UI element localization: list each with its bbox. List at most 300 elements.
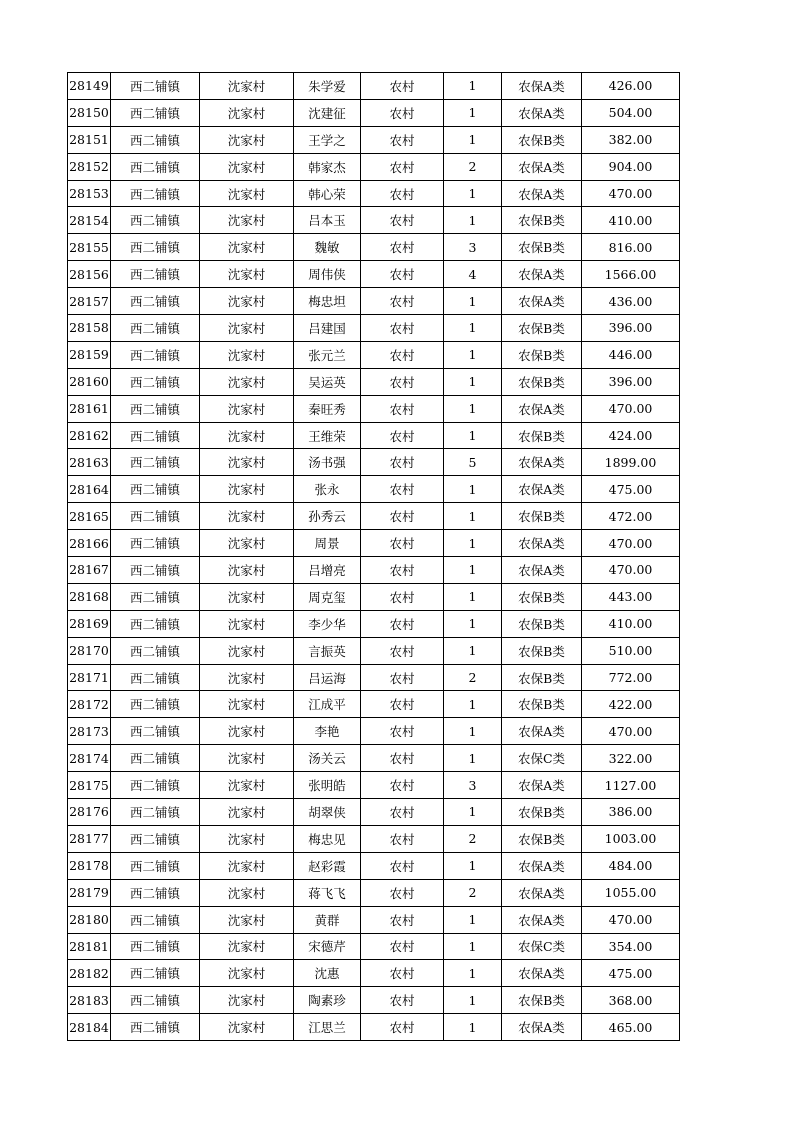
- cell-village: 沈家村: [200, 960, 294, 987]
- table-row: [68, 664, 680, 691]
- cell-name: 胡翠侠: [294, 799, 361, 826]
- cell-person-count: 3: [444, 772, 502, 799]
- cell-amount: 354.00: [582, 933, 680, 960]
- cell-person-count: 1: [444, 745, 502, 772]
- cell-village: 沈家村: [200, 825, 294, 852]
- cell-insurance-category: 农保A类: [502, 449, 582, 476]
- table-row: [68, 126, 680, 153]
- cell-amount: 470.00: [582, 395, 680, 422]
- cell-township: 西二铺镇: [111, 960, 200, 987]
- cell-name: 李少华: [294, 610, 361, 637]
- cell-record-id: 28184: [68, 1014, 111, 1041]
- cell-household-type: 农村: [361, 341, 444, 368]
- table-row: [68, 395, 680, 422]
- cell-person-count: 1: [444, 288, 502, 315]
- cell-insurance-category: 农保A类: [502, 180, 582, 207]
- cell-person-count: 1: [444, 718, 502, 745]
- cell-insurance-category: 农保A类: [502, 476, 582, 503]
- cell-person-count: 1: [444, 503, 502, 530]
- cell-name: 梅忠见: [294, 825, 361, 852]
- cell-person-count: 2: [444, 664, 502, 691]
- cell-name: 张元兰: [294, 341, 361, 368]
- cell-insurance-category: 农保B类: [502, 315, 582, 342]
- cell-name: 黄群: [294, 906, 361, 933]
- cell-name: 周伟侠: [294, 261, 361, 288]
- cell-township: 西二铺镇: [111, 799, 200, 826]
- table-row: [68, 288, 680, 315]
- cell-name: 梅忠坦: [294, 288, 361, 315]
- cell-village: 沈家村: [200, 422, 294, 449]
- cell-insurance-category: 农保A类: [502, 288, 582, 315]
- cell-household-type: 农村: [361, 718, 444, 745]
- cell-amount: 504.00: [582, 99, 680, 126]
- cell-name: 魏敏: [294, 234, 361, 261]
- cell-person-count: 1: [444, 610, 502, 637]
- cell-person-count: 5: [444, 449, 502, 476]
- table-row: [68, 449, 680, 476]
- cell-amount: 1055.00: [582, 879, 680, 906]
- cell-name: 陶素珍: [294, 987, 361, 1014]
- cell-amount: 1899.00: [582, 449, 680, 476]
- cell-household-type: 农村: [361, 180, 444, 207]
- cell-name: 朱学爱: [294, 73, 361, 100]
- table-row: [68, 987, 680, 1014]
- cell-name: 王维荣: [294, 422, 361, 449]
- table-row: [68, 207, 680, 234]
- cell-name: 沈建征: [294, 99, 361, 126]
- cell-amount: 424.00: [582, 422, 680, 449]
- cell-amount: 465.00: [582, 1014, 680, 1041]
- cell-person-count: 2: [444, 153, 502, 180]
- cell-amount: 446.00: [582, 341, 680, 368]
- cell-person-count: 2: [444, 825, 502, 852]
- cell-household-type: 农村: [361, 664, 444, 691]
- cell-record-id: 28174: [68, 745, 111, 772]
- cell-person-count: 1: [444, 422, 502, 449]
- cell-township: 西二铺镇: [111, 207, 200, 234]
- cell-person-count: 1: [444, 180, 502, 207]
- cell-township: 西二铺镇: [111, 557, 200, 584]
- table-row: [68, 718, 680, 745]
- cell-village: 沈家村: [200, 906, 294, 933]
- cell-amount: 410.00: [582, 207, 680, 234]
- cell-household-type: 农村: [361, 745, 444, 772]
- cell-household-type: 农村: [361, 234, 444, 261]
- cell-amount: 816.00: [582, 234, 680, 261]
- table-row: [68, 745, 680, 772]
- cell-record-id: 28154: [68, 207, 111, 234]
- cell-household-type: 农村: [361, 207, 444, 234]
- cell-insurance-category: 农保B类: [502, 422, 582, 449]
- cell-village: 沈家村: [200, 799, 294, 826]
- table-row: [68, 772, 680, 799]
- cell-village: 沈家村: [200, 718, 294, 745]
- cell-record-id: 28179: [68, 879, 111, 906]
- cell-amount: 772.00: [582, 664, 680, 691]
- table-row: [68, 261, 680, 288]
- cell-name: 江成平: [294, 691, 361, 718]
- table-row: [68, 73, 680, 100]
- cell-name: 吕建国: [294, 315, 361, 342]
- table-row: [68, 1014, 680, 1041]
- cell-record-id: 28150: [68, 99, 111, 126]
- cell-record-id: 28175: [68, 772, 111, 799]
- cell-record-id: 28155: [68, 234, 111, 261]
- cell-record-id: 28164: [68, 476, 111, 503]
- cell-village: 沈家村: [200, 207, 294, 234]
- cell-record-id: 28180: [68, 906, 111, 933]
- cell-village: 沈家村: [200, 288, 294, 315]
- cell-insurance-category: 农保A类: [502, 772, 582, 799]
- cell-household-type: 农村: [361, 772, 444, 799]
- cell-township: 西二铺镇: [111, 234, 200, 261]
- cell-township: 西二铺镇: [111, 1014, 200, 1041]
- cell-township: 西二铺镇: [111, 73, 200, 100]
- cell-record-id: 28176: [68, 799, 111, 826]
- cell-record-id: 28161: [68, 395, 111, 422]
- cell-household-type: 农村: [361, 583, 444, 610]
- table-row: [68, 341, 680, 368]
- cell-village: 沈家村: [200, 503, 294, 530]
- cell-village: 沈家村: [200, 745, 294, 772]
- cell-village: 沈家村: [200, 126, 294, 153]
- cell-household-type: 农村: [361, 503, 444, 530]
- cell-person-count: 1: [444, 315, 502, 342]
- cell-household-type: 农村: [361, 610, 444, 637]
- table-row: [68, 691, 680, 718]
- cell-insurance-category: 农保B类: [502, 126, 582, 153]
- cell-person-count: 1: [444, 691, 502, 718]
- cell-village: 沈家村: [200, 557, 294, 584]
- cell-record-id: 28153: [68, 180, 111, 207]
- cell-person-count: 1: [444, 906, 502, 933]
- data-table: [67, 72, 680, 1041]
- cell-amount: 470.00: [582, 906, 680, 933]
- cell-amount: 475.00: [582, 960, 680, 987]
- cell-township: 西二铺镇: [111, 153, 200, 180]
- cell-amount: 1566.00: [582, 261, 680, 288]
- cell-name: 周景: [294, 530, 361, 557]
- cell-person-count: 1: [444, 1014, 502, 1041]
- cell-person-count: 3: [444, 234, 502, 261]
- cell-township: 西二铺镇: [111, 637, 200, 664]
- cell-household-type: 农村: [361, 530, 444, 557]
- cell-insurance-category: 农保B类: [502, 234, 582, 261]
- cell-village: 沈家村: [200, 449, 294, 476]
- cell-township: 西二铺镇: [111, 933, 200, 960]
- cell-village: 沈家村: [200, 476, 294, 503]
- cell-insurance-category: 农保B类: [502, 691, 582, 718]
- cell-amount: 904.00: [582, 153, 680, 180]
- cell-township: 西二铺镇: [111, 99, 200, 126]
- cell-village: 沈家村: [200, 933, 294, 960]
- cell-record-id: 28183: [68, 987, 111, 1014]
- cell-record-id: 28162: [68, 422, 111, 449]
- cell-village: 沈家村: [200, 180, 294, 207]
- cell-village: 沈家村: [200, 664, 294, 691]
- cell-village: 沈家村: [200, 368, 294, 395]
- cell-person-count: 1: [444, 637, 502, 664]
- cell-household-type: 农村: [361, 879, 444, 906]
- table-row: [68, 234, 680, 261]
- cell-insurance-category: 农保A类: [502, 153, 582, 180]
- cell-record-id: 28160: [68, 368, 111, 395]
- cell-record-id: 28166: [68, 530, 111, 557]
- cell-record-id: 28171: [68, 664, 111, 691]
- cell-township: 西二铺镇: [111, 476, 200, 503]
- cell-insurance-category: 农保B类: [502, 799, 582, 826]
- cell-record-id: 28165: [68, 503, 111, 530]
- cell-person-count: 1: [444, 73, 502, 100]
- cell-village: 沈家村: [200, 99, 294, 126]
- cell-amount: 470.00: [582, 718, 680, 745]
- cell-record-id: 28182: [68, 960, 111, 987]
- cell-village: 沈家村: [200, 637, 294, 664]
- cell-household-type: 农村: [361, 153, 444, 180]
- table-row: [68, 368, 680, 395]
- cell-insurance-category: 农保B类: [502, 503, 582, 530]
- cell-township: 西二铺镇: [111, 422, 200, 449]
- cell-name: 宋德芹: [294, 933, 361, 960]
- cell-amount: 470.00: [582, 180, 680, 207]
- cell-village: 沈家村: [200, 530, 294, 557]
- cell-village: 沈家村: [200, 772, 294, 799]
- cell-person-count: 1: [444, 207, 502, 234]
- cell-township: 西二铺镇: [111, 691, 200, 718]
- cell-household-type: 农村: [361, 1014, 444, 1041]
- cell-record-id: 28157: [68, 288, 111, 315]
- cell-household-type: 农村: [361, 637, 444, 664]
- table-row: [68, 422, 680, 449]
- table-row: [68, 153, 680, 180]
- cell-insurance-category: 农保A类: [502, 960, 582, 987]
- cell-amount: 1127.00: [582, 772, 680, 799]
- cell-household-type: 农村: [361, 126, 444, 153]
- cell-name: 吕本玉: [294, 207, 361, 234]
- cell-township: 西二铺镇: [111, 852, 200, 879]
- cell-township: 西二铺镇: [111, 395, 200, 422]
- table-row: [68, 503, 680, 530]
- cell-household-type: 农村: [361, 987, 444, 1014]
- cell-household-type: 农村: [361, 799, 444, 826]
- table-row: [68, 906, 680, 933]
- cell-township: 西二铺镇: [111, 503, 200, 530]
- cell-amount: 443.00: [582, 583, 680, 610]
- cell-household-type: 农村: [361, 476, 444, 503]
- cell-person-count: 2: [444, 879, 502, 906]
- cell-insurance-category: 农保B类: [502, 207, 582, 234]
- cell-insurance-category: 农保A类: [502, 906, 582, 933]
- cell-insurance-category: 农保A类: [502, 879, 582, 906]
- table-row: [68, 180, 680, 207]
- cell-township: 西二铺镇: [111, 583, 200, 610]
- cell-name: 汤关云: [294, 745, 361, 772]
- cell-household-type: 农村: [361, 906, 444, 933]
- cell-insurance-category: 农保B类: [502, 583, 582, 610]
- cell-township: 西二铺镇: [111, 906, 200, 933]
- table-row: [68, 99, 680, 126]
- cell-amount: 386.00: [582, 799, 680, 826]
- cell-village: 沈家村: [200, 395, 294, 422]
- cell-village: 沈家村: [200, 234, 294, 261]
- cell-household-type: 农村: [361, 933, 444, 960]
- cell-village: 沈家村: [200, 691, 294, 718]
- cell-village: 沈家村: [200, 153, 294, 180]
- cell-name: 沈惠: [294, 960, 361, 987]
- cell-household-type: 农村: [361, 557, 444, 584]
- cell-person-count: 1: [444, 557, 502, 584]
- cell-amount: 436.00: [582, 288, 680, 315]
- cell-township: 西二铺镇: [111, 261, 200, 288]
- cell-township: 西二铺镇: [111, 772, 200, 799]
- cell-name: 张永: [294, 476, 361, 503]
- cell-record-id: 28168: [68, 583, 111, 610]
- cell-household-type: 农村: [361, 852, 444, 879]
- cell-household-type: 农村: [361, 261, 444, 288]
- cell-person-count: 1: [444, 987, 502, 1014]
- cell-person-count: 1: [444, 583, 502, 610]
- cell-insurance-category: 农保A类: [502, 73, 582, 100]
- cell-amount: 472.00: [582, 503, 680, 530]
- table-row: [68, 315, 680, 342]
- cell-amount: 368.00: [582, 987, 680, 1014]
- cell-household-type: 农村: [361, 368, 444, 395]
- cell-insurance-category: 农保A类: [502, 852, 582, 879]
- cell-name: 孙秀云: [294, 503, 361, 530]
- cell-household-type: 农村: [361, 825, 444, 852]
- cell-record-id: 28156: [68, 261, 111, 288]
- cell-insurance-category: 农保B类: [502, 368, 582, 395]
- cell-amount: 396.00: [582, 368, 680, 395]
- cell-township: 西二铺镇: [111, 449, 200, 476]
- cell-village: 沈家村: [200, 610, 294, 637]
- cell-person-count: 1: [444, 341, 502, 368]
- cell-name: 周克玺: [294, 583, 361, 610]
- cell-person-count: 1: [444, 476, 502, 503]
- table-row: [68, 799, 680, 826]
- cell-household-type: 农村: [361, 73, 444, 100]
- cell-record-id: 28172: [68, 691, 111, 718]
- cell-village: 沈家村: [200, 315, 294, 342]
- cell-amount: 426.00: [582, 73, 680, 100]
- cell-amount: 410.00: [582, 610, 680, 637]
- cell-person-count: 1: [444, 126, 502, 153]
- cell-insurance-category: 农保B类: [502, 341, 582, 368]
- cell-record-id: 28173: [68, 718, 111, 745]
- cell-township: 西二铺镇: [111, 180, 200, 207]
- cell-person-count: 1: [444, 530, 502, 557]
- cell-person-count: 1: [444, 799, 502, 826]
- cell-township: 西二铺镇: [111, 288, 200, 315]
- table-body: [68, 73, 680, 1041]
- cell-name: 韩家杰: [294, 153, 361, 180]
- cell-insurance-category: 农保A类: [502, 1014, 582, 1041]
- cell-insurance-category: 农保A类: [502, 530, 582, 557]
- table-row: [68, 825, 680, 852]
- cell-amount: 470.00: [582, 530, 680, 557]
- table-row: [68, 530, 680, 557]
- cell-name: 吴运英: [294, 368, 361, 395]
- cell-amount: 396.00: [582, 315, 680, 342]
- cell-record-id: 28169: [68, 610, 111, 637]
- cell-household-type: 农村: [361, 691, 444, 718]
- table-row: [68, 557, 680, 584]
- cell-insurance-category: 农保B类: [502, 610, 582, 637]
- cell-household-type: 农村: [361, 99, 444, 126]
- cell-insurance-category: 农保B类: [502, 637, 582, 664]
- cell-household-type: 农村: [361, 288, 444, 315]
- table-row: [68, 583, 680, 610]
- cell-name: 江思兰: [294, 1014, 361, 1041]
- cell-amount: 422.00: [582, 691, 680, 718]
- table-row: [68, 610, 680, 637]
- cell-household-type: 农村: [361, 960, 444, 987]
- cell-amount: 484.00: [582, 852, 680, 879]
- cell-village: 沈家村: [200, 73, 294, 100]
- cell-name: 赵彩霞: [294, 852, 361, 879]
- cell-amount: 470.00: [582, 557, 680, 584]
- cell-insurance-category: 农保B类: [502, 825, 582, 852]
- cell-record-id: 28163: [68, 449, 111, 476]
- cell-amount: 382.00: [582, 126, 680, 153]
- table-row: [68, 960, 680, 987]
- cell-township: 西二铺镇: [111, 825, 200, 852]
- cell-village: 沈家村: [200, 261, 294, 288]
- cell-name: 张明皓: [294, 772, 361, 799]
- cell-insurance-category: 农保A类: [502, 557, 582, 584]
- cell-record-id: 28152: [68, 153, 111, 180]
- cell-record-id: 28151: [68, 126, 111, 153]
- cell-township: 西二铺镇: [111, 530, 200, 557]
- cell-insurance-category: 农保A类: [502, 395, 582, 422]
- cell-insurance-category: 农保C类: [502, 745, 582, 772]
- cell-person-count: 1: [444, 368, 502, 395]
- table-row: [68, 637, 680, 664]
- cell-amount: 322.00: [582, 745, 680, 772]
- cell-village: 沈家村: [200, 879, 294, 906]
- cell-village: 沈家村: [200, 852, 294, 879]
- cell-record-id: 28181: [68, 933, 111, 960]
- cell-person-count: 1: [444, 99, 502, 126]
- table-row: [68, 852, 680, 879]
- cell-name: 吕运海: [294, 664, 361, 691]
- cell-record-id: 28177: [68, 825, 111, 852]
- cell-township: 西二铺镇: [111, 610, 200, 637]
- cell-record-id: 28178: [68, 852, 111, 879]
- cell-name: 王学之: [294, 126, 361, 153]
- table-row: [68, 476, 680, 503]
- cell-name: 蒋飞飞: [294, 879, 361, 906]
- cell-household-type: 农村: [361, 449, 444, 476]
- cell-insurance-category: 农保B类: [502, 664, 582, 691]
- cell-insurance-category: 农保A类: [502, 718, 582, 745]
- cell-record-id: 28149: [68, 73, 111, 100]
- cell-township: 西二铺镇: [111, 368, 200, 395]
- table-row: [68, 933, 680, 960]
- cell-township: 西二铺镇: [111, 341, 200, 368]
- cell-village: 沈家村: [200, 341, 294, 368]
- cell-township: 西二铺镇: [111, 126, 200, 153]
- cell-amount: 1003.00: [582, 825, 680, 852]
- cell-township: 西二铺镇: [111, 718, 200, 745]
- cell-insurance-category: 农保C类: [502, 933, 582, 960]
- cell-township: 西二铺镇: [111, 879, 200, 906]
- cell-name: 韩心荣: [294, 180, 361, 207]
- cell-household-type: 农村: [361, 395, 444, 422]
- cell-household-type: 农村: [361, 422, 444, 449]
- cell-person-count: 1: [444, 395, 502, 422]
- cell-township: 西二铺镇: [111, 315, 200, 342]
